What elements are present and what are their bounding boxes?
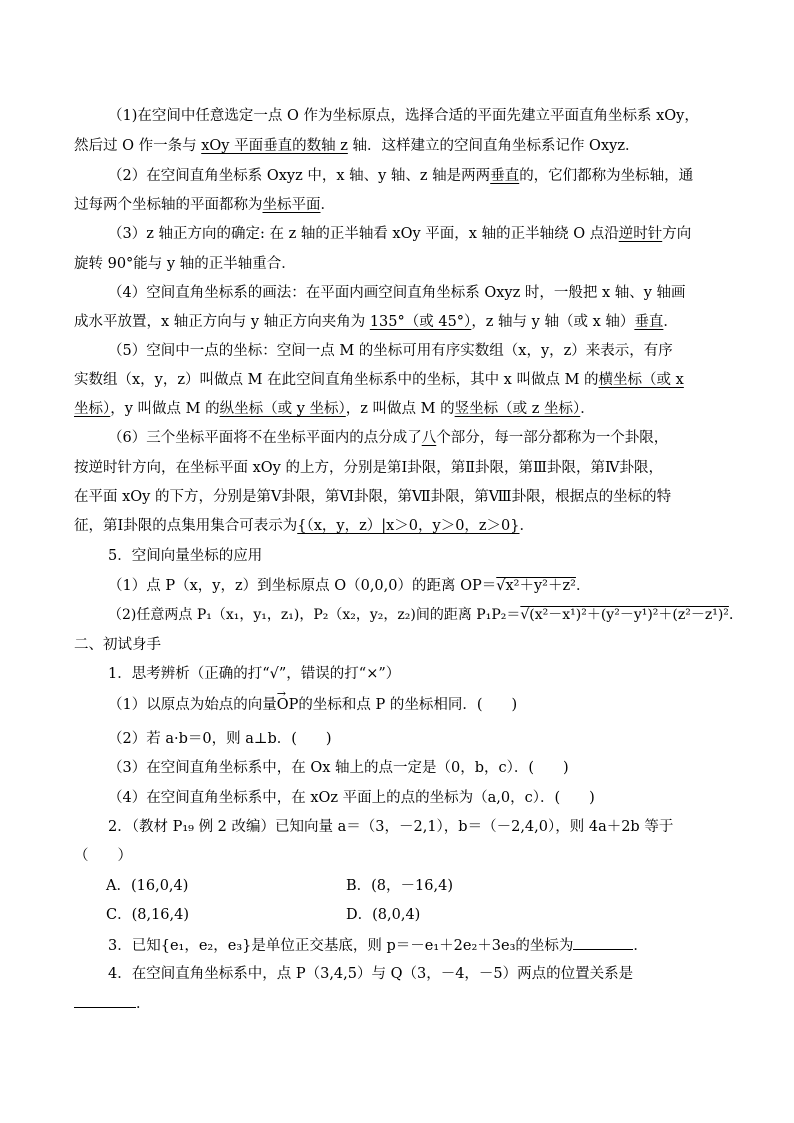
question-1-item-4: （4）在空间直角坐标系中，在 xOz 平面上的点的坐标为（a,0，c）．( ) <box>108 790 595 806</box>
para-1-line-2: 然后过 O 作一条与 xOy 平面垂直的数轴 z 轴．这样建立的空间直角坐标系记作 Oxyz． <box>74 138 640 154</box>
para-6-line-1: （6）三个坐标平面将不在坐标平面内的点分成了八个部分，每一部分都称为一个卦限， <box>108 430 669 446</box>
para-6-line-2: 按逆时针方向，在坐标平面 xOy 的上方，分别是第Ⅰ卦限，第Ⅱ卦限，第Ⅲ卦限，第Ⅳ卦限， <box>74 460 664 476</box>
answer-blank-4 <box>74 993 136 1008</box>
question-2-stem: 2．（教材 P₁₉ 例 2 改编）已知向量 a＝（3，－2,1），b＝（－2,4,0），则 4a＋2b 等于 <box>108 819 674 835</box>
sqrt-formula-2: √(x²－x¹)²＋(y²－y¹)²＋(z²－z¹)² <box>520 607 729 623</box>
question-1-item-2: （2）若 a·b＝0，则 a⊥b．( ) <box>108 731 332 747</box>
para-4-line-2: 成水平放置，x 轴正方向与 y 轴正方向夹角为 135°（或 45°），z 轴与 y 轴（或 x 轴）垂直． <box>74 314 678 330</box>
para-1-line-1: （1)在空间中任意选定一点 O 作为坐标原点，选择合适的平面先建立平面直角坐标系 xOy， <box>108 108 699 124</box>
question-4-line-1: 4．在空间直角坐标系中，点 P（3,4,5）与 Q（3，－4，－5）两点的位置关系是 <box>108 966 634 982</box>
sqrt-formula-1: √x²＋y²＋z² <box>496 578 576 594</box>
option-c: C．(8,16,4) <box>106 907 190 923</box>
para-4-line-1: （4）空间直角坐标系的画法：在平面内画空间直角坐标系 Oxyz 时，一般把 x 轴、y 轴画 <box>108 285 686 301</box>
option-a: A．(16,0,4) <box>106 878 189 894</box>
section-5-heading: 5．空间向量坐标的应用 <box>108 548 263 564</box>
formula-distance-two-points: （2)任意两点 P₁（x₁，y₁，z₁)，P₂（x₂，y₂，z₂)间的距离 P₁P₂＝√(x²－x¹)²＋(y²－y¹)²＋(z²－z¹)²． <box>108 607 743 623</box>
question-1-item-3: （3）在空间直角坐标系中，在 Ox 轴上的点一定是（0，b，c）．( ) <box>108 760 569 776</box>
question-2-paren: （ ） <box>74 848 132 864</box>
para-6-line-4: 征，第Ⅰ卦限的点集用集合可表示为{（x，y，z）|x＞0，y＞0，z＞0}． <box>74 518 535 534</box>
option-d: D．(8,0,4) <box>346 907 421 923</box>
formula-distance-origin: （1）点 P（x，y，z）到坐标原点 O（0,0,0）的距离 OP＝√x²＋y²＋z²． <box>108 578 591 594</box>
para-6-line-3: 在平面 xOy 的下方，分别是第Ⅴ卦限，第Ⅵ卦限，第Ⅶ卦限，第Ⅷ卦限，根据点的坐标的特 <box>74 489 672 505</box>
question-1-item-1: （1）以原点为始点的向量→ OP的坐标和点 P 的坐标相同．( ) <box>108 695 517 715</box>
answer-blank-3 <box>573 935 633 950</box>
section-heading-practice: 二、初试身手 <box>74 637 161 653</box>
para-2-line-1: （2）在空间直角坐标系 Oxyz 中，x 轴、y 轴、z 轴是两两垂直的，它们都称为坐标轴，通 <box>108 168 694 184</box>
para-5-line-3: 坐标），y 叫做点 M 的纵坐标（或 y 坐标），z 叫做点 M 的竖坐标（或 z 坐标）． <box>74 401 595 417</box>
question-1-stem: 1．思考辨析（正确的打“√”，错误的打“×”） <box>108 666 401 682</box>
question-4-line-2: ． <box>74 993 151 1014</box>
vector-op: → OP <box>277 695 299 715</box>
para-2-line-2: 过每两个坐标轴的平面都称为坐标平面． <box>74 197 335 213</box>
question-3: 3．已知{e₁，e₂，e₃}是单位正交基底，则 p＝－e₁＋2e₂＋3e₃的坐标为 ． <box>108 935 648 956</box>
para-5-line-2: 实数组（x，y，z）叫做点 M 在此空间直角坐标系中的坐标，其中 x 叫做点 M 的横坐标（或 x <box>74 372 684 388</box>
para-3-line-1: （3）z 轴正方向的确定: 在 z 轴的正半轴看 xOy 平面，x 轴的正半轴绕 O 点沿逆时针方向 <box>108 226 692 242</box>
para-3-line-2: 旋转 90°能与 y 轴的正半轴重合． <box>74 256 296 272</box>
option-b: B．(8，－16,4) <box>346 878 453 894</box>
para-5-line-1: （5）空间中一点的坐标：空间一点 M 的坐标可用有序实数组（x，y，z）来表示，有序 <box>108 343 673 359</box>
